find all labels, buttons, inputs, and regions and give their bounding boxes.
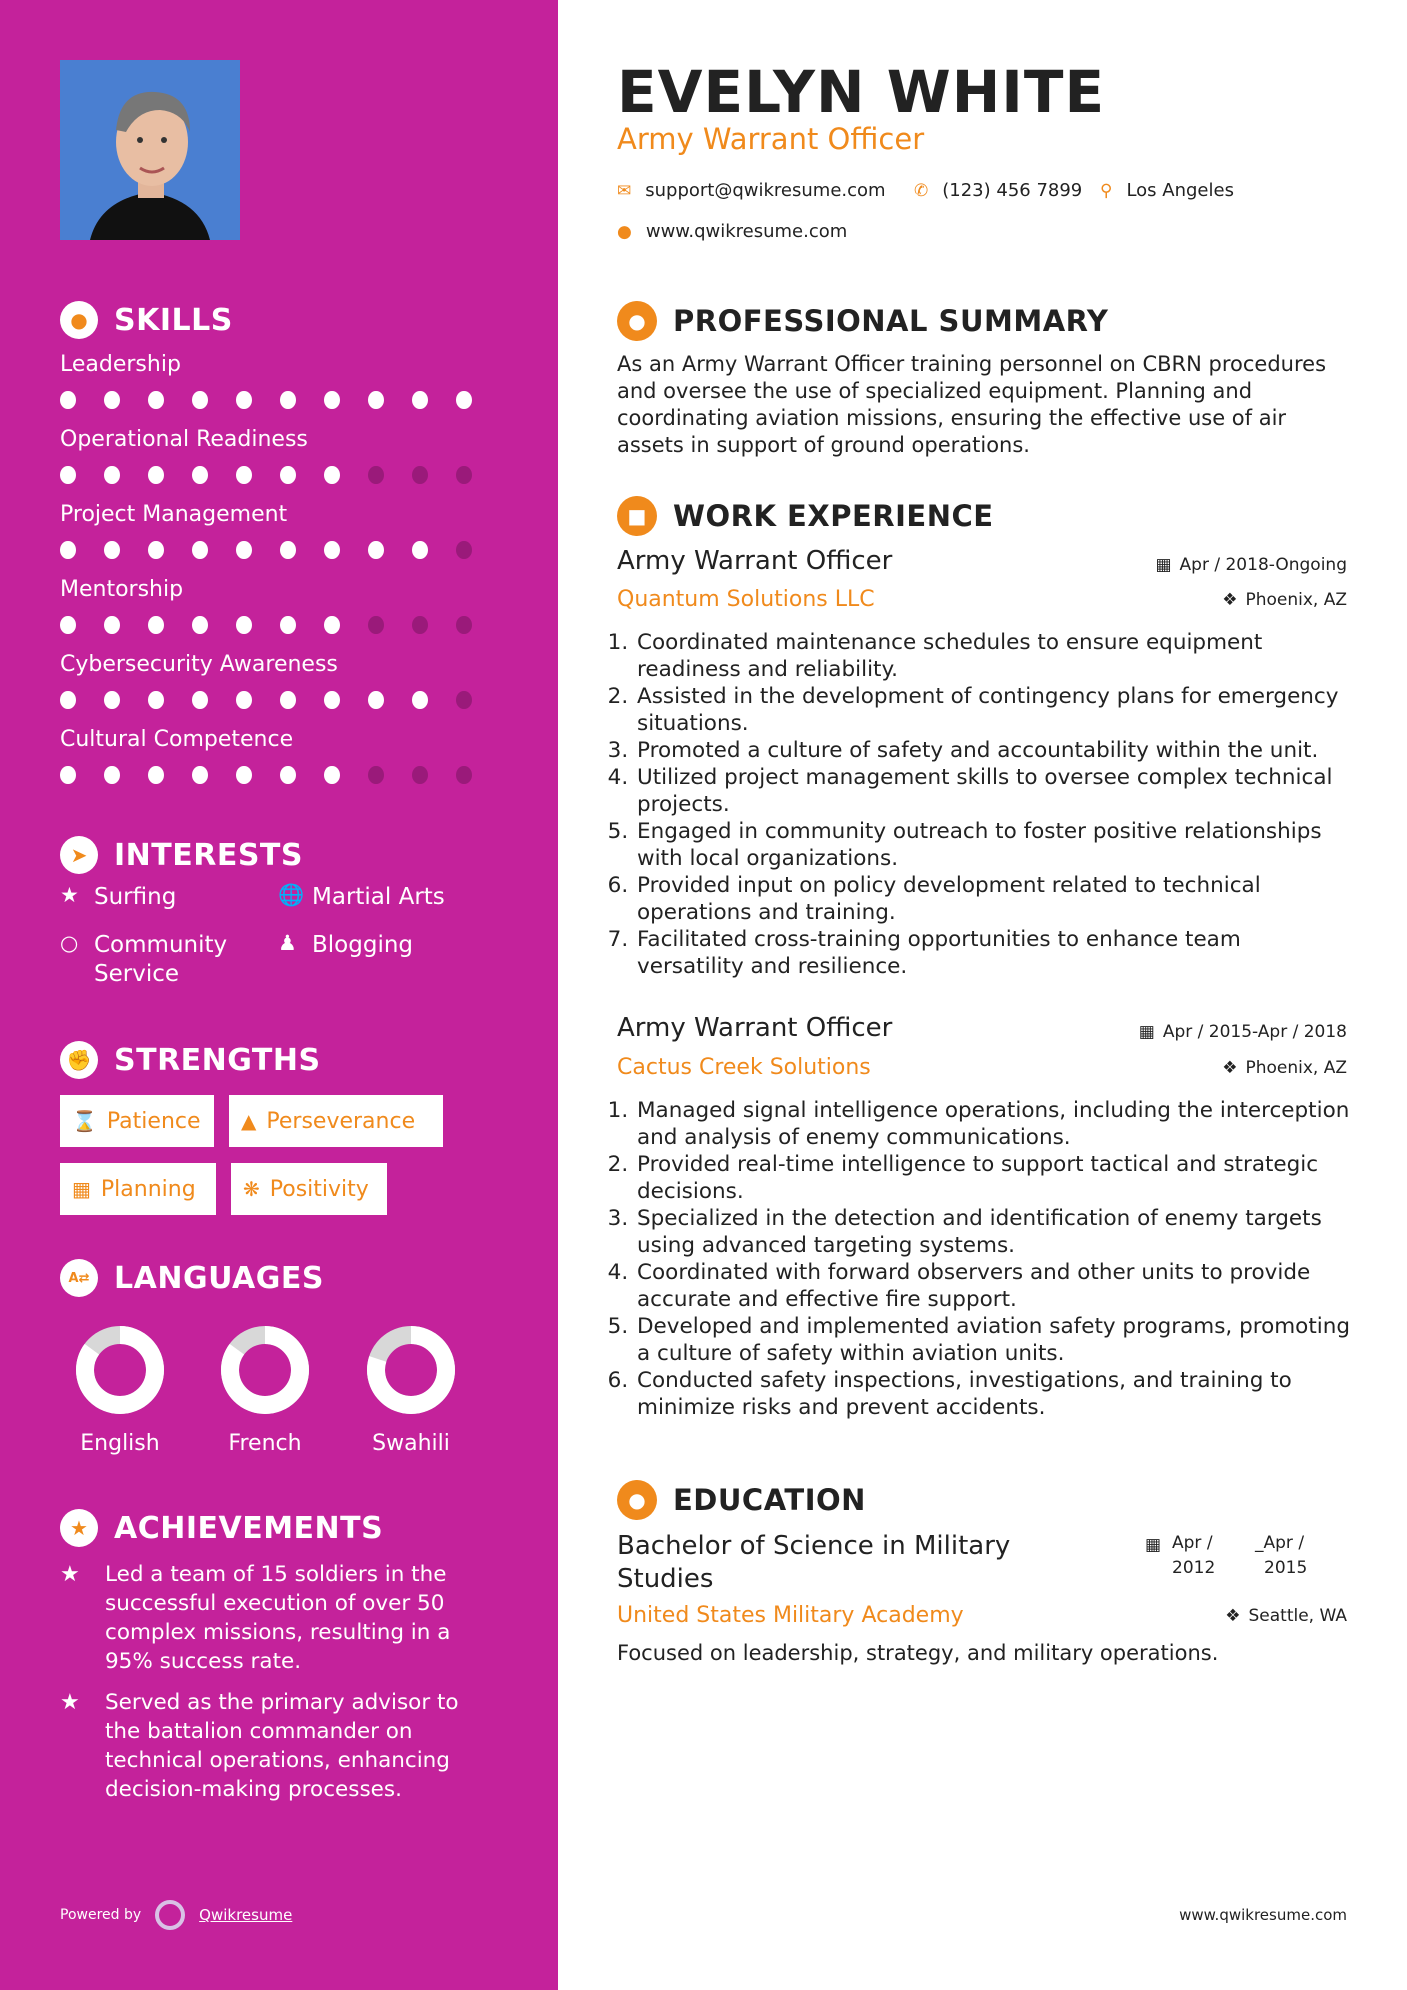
envelope-icon: ✉ xyxy=(617,180,632,201)
people-icon: ♟ xyxy=(278,931,297,955)
rating-dot-filled xyxy=(280,691,296,709)
footer-website[interactable]: www.qwikresume.com xyxy=(1179,1906,1347,1924)
duty-item: 6. Conducted safety inspections, investigations, and training to minimize risks and prevent accidents. xyxy=(635,1367,1353,1421)
phone-icon: ✆ xyxy=(914,180,929,201)
briefcase-icon: ■ xyxy=(617,496,657,536)
rating-dot-filled xyxy=(104,616,120,634)
rating-dot-filled xyxy=(412,391,428,409)
rating-dot-filled xyxy=(60,691,76,709)
interest-item: ○ Community Service xyxy=(60,931,228,987)
rating-dot-filled xyxy=(324,391,340,409)
rating-dot-filled xyxy=(324,766,340,784)
interests-heading: ➤ INTERESTS xyxy=(60,836,303,874)
education-end-date: _Apr / 2015 xyxy=(1255,1533,1308,1578)
rating-dot-filled xyxy=(148,766,164,784)
job-title: Army Warrant Officer xyxy=(617,546,893,576)
rating-dot-filled xyxy=(148,616,164,634)
skill-rating xyxy=(60,766,500,784)
job-dates: ▦ Apr / 2018-Ongoing xyxy=(1155,555,1347,575)
language-name: French xyxy=(228,1431,302,1456)
rating-dot-filled xyxy=(104,691,120,709)
user-icon: ● xyxy=(617,301,657,341)
summary-text: As an Army Warrant Officer training personnel on CBRN procedures and oversee the use of specialized equipment. Planning and coordinating aviation missions, ensuring the effective use of air assets in support of ground operations. xyxy=(617,352,1327,457)
skill-rating xyxy=(60,466,500,484)
duty-item: 4. Coordinated with forward observers and other units to provide accurate and effective fire support. xyxy=(635,1259,1353,1313)
map-pin-icon: ⚲ xyxy=(1100,180,1113,201)
rating-dot-filled xyxy=(236,466,252,484)
qwikresume-logo-icon xyxy=(155,1900,185,1930)
skill-row xyxy=(60,727,500,784)
rating-dot-filled xyxy=(148,691,164,709)
job-location: ❖ Phoenix, AZ xyxy=(1222,590,1347,610)
rating-dot-empty xyxy=(456,541,472,559)
rating-dot-empty xyxy=(456,616,472,634)
duty-item: 1. Coordinated maintenance schedules to ensure equipment readiness and reliability. xyxy=(635,629,1353,683)
skill-row xyxy=(60,577,500,634)
skill-row xyxy=(60,352,500,409)
globe-icon: ● xyxy=(617,221,632,242)
brand-link[interactable]: Qwikresume xyxy=(199,1906,293,1924)
language-icon: A⇄ xyxy=(60,1259,98,1297)
profile-photo xyxy=(60,60,240,240)
pin-icon: ❖ xyxy=(1222,590,1238,610)
job-location: ❖ Phoenix, AZ xyxy=(1222,1058,1347,1078)
rating-dot-filled xyxy=(368,541,384,559)
skill-row xyxy=(60,502,500,559)
pin-icon: ❖ xyxy=(1222,1058,1238,1078)
rating-dot-filled xyxy=(148,391,164,409)
language-donut xyxy=(220,1325,310,1415)
duty-item: 2. Assisted in the development of contingency plans for emergency situations. xyxy=(635,683,1353,737)
rating-dot-filled xyxy=(192,766,208,784)
rating-dot-filled xyxy=(324,616,340,634)
school-name: United States Military Academy xyxy=(617,1603,964,1628)
rating-dot-filled xyxy=(280,766,296,784)
rating-dot-filled xyxy=(104,541,120,559)
job-company: Quantum Solutions LLC xyxy=(617,587,875,612)
language-donut xyxy=(75,1325,165,1415)
language-item xyxy=(50,1325,190,1456)
interest-item: ★ Surfing xyxy=(60,883,177,910)
strength-badge: ▲ Perseverance xyxy=(229,1095,443,1147)
duty-item: 1. Managed signal intelligence operations, including the interception and analysis of enemy communications. xyxy=(635,1097,1353,1151)
star-icon: ★ xyxy=(60,883,79,907)
language-donut xyxy=(366,1325,456,1415)
lightbulb-icon: ● xyxy=(60,301,98,339)
experience-heading: ■ WORK EXPERIENCE xyxy=(617,496,994,536)
calendar-icon: ▦ xyxy=(1145,1535,1162,1555)
contact-location: ⚲ Los Angeles xyxy=(1100,180,1234,201)
rating-dot-filled xyxy=(324,541,340,559)
rating-dot-filled xyxy=(236,691,252,709)
rating-dot-filled xyxy=(60,616,76,634)
skill-name: Project Management xyxy=(60,502,288,527)
education-description: Focused on leadership, strategy, and military operations. xyxy=(617,1641,1219,1665)
pin-icon: ❖ xyxy=(1225,1606,1241,1626)
strength-badge: ⌛ Patience xyxy=(60,1095,214,1147)
duty-item: 7. Facilitated cross-training opportunities to enhance team versatility and resilience. xyxy=(635,926,1353,980)
skill-name: Cybersecurity Awareness xyxy=(60,652,338,677)
rating-dot-filled xyxy=(456,391,472,409)
skill-name: Operational Readiness xyxy=(60,427,308,452)
education-heading: ● EDUCATION xyxy=(617,1480,866,1520)
rating-dot-filled xyxy=(280,466,296,484)
rating-dot-filled xyxy=(148,466,164,484)
shooting-star-icon: ★ xyxy=(60,1562,80,1587)
duty-item: 5. Developed and implemented aviation safety programs, promoting a culture of safety within aviation units. xyxy=(635,1313,1353,1367)
rating-dot-filled xyxy=(236,541,252,559)
skill-row xyxy=(60,652,500,709)
rating-dot-filled xyxy=(148,541,164,559)
achievement-item: ★ Led a team of 15 soldiers in the successful execution of over 50 complex missions, resulting in a 95% success rate. xyxy=(60,1562,451,1674)
candidate-title: Army Warrant Officer xyxy=(617,122,925,156)
skill-rating xyxy=(60,541,500,559)
road-icon: ▲ xyxy=(241,1109,257,1133)
rating-dot-filled xyxy=(104,391,120,409)
education-start-date: Apr / 2012 xyxy=(1172,1533,1216,1578)
rating-dot-filled xyxy=(236,616,252,634)
rating-dot-filled xyxy=(60,466,76,484)
degree-title: Bachelor of Science in Military Studies xyxy=(617,1531,1011,1594)
rating-dot-filled xyxy=(60,391,76,409)
rating-dot-empty xyxy=(368,766,384,784)
graduation-icon: ● xyxy=(617,1480,657,1520)
shooting-star-icon: ★ xyxy=(60,1690,80,1715)
rating-dot-empty xyxy=(412,616,428,634)
rating-dot-empty xyxy=(456,691,472,709)
strength-badge: ▦ Planning xyxy=(60,1163,216,1215)
duty-item: 6. Provided input on policy development related to technical operations and training. xyxy=(635,872,1353,926)
interest-item: ♟ Blogging xyxy=(278,931,414,958)
rating-dot-filled xyxy=(324,466,340,484)
skill-name: Leadership xyxy=(60,352,181,377)
rating-dot-empty xyxy=(456,766,472,784)
rating-dot-filled xyxy=(412,541,428,559)
strengths-heading: ✊ STRENGTHS xyxy=(60,1041,321,1079)
rating-dot-empty xyxy=(412,466,428,484)
hourglass-icon: ⌛ xyxy=(72,1109,97,1133)
languages-heading: A⇄ LANGUAGES xyxy=(60,1259,324,1297)
calendar-icon: ▦ xyxy=(1138,1022,1155,1042)
rating-dot-filled xyxy=(368,691,384,709)
job-title: Army Warrant Officer xyxy=(617,1013,893,1043)
duty-item: 3. Promoted a culture of safety and accountability within the unit. xyxy=(635,737,1353,764)
duty-item: 5. Engaged in community outreach to foster positive relationships with local organizations. xyxy=(635,818,1353,872)
strength-badge: ❋ Positivity xyxy=(231,1163,387,1215)
duty-item: 2. Provided real-time intelligence to support tactical and strategic decisions. xyxy=(635,1151,1353,1205)
contact-website[interactable]: ● www.qwikresume.com xyxy=(617,221,848,242)
duty-item: 4. Utilized project management skills to oversee complex technical projects. xyxy=(635,764,1353,818)
job-company: Cactus Creek Solutions xyxy=(617,1055,871,1080)
hand-icon: ○ xyxy=(60,931,79,955)
summary-heading: ● PROFESSIONAL SUMMARY xyxy=(617,301,1108,341)
rating-dot-filled xyxy=(192,391,208,409)
globe-icon: 🌐 xyxy=(278,883,305,907)
rating-dot-filled xyxy=(192,616,208,634)
interest-item: 🌐 Martial Arts xyxy=(278,883,445,910)
rating-dot-filled xyxy=(236,766,252,784)
star-badge-icon: ★ xyxy=(60,1509,98,1547)
rating-dot-filled xyxy=(104,466,120,484)
spinner-icon: ❋ xyxy=(243,1177,260,1201)
candidate-name: EVELYN WHITE xyxy=(617,58,1106,126)
skill-rating xyxy=(60,391,500,409)
paper-plane-icon: ➤ xyxy=(60,836,98,874)
job-duties xyxy=(613,1097,1353,1421)
rating-dot-empty xyxy=(368,466,384,484)
rating-dot-filled xyxy=(192,541,208,559)
skill-name: Cultural Competence xyxy=(60,727,294,752)
rating-dot-filled xyxy=(60,766,76,784)
rating-dot-filled xyxy=(236,391,252,409)
skills-heading: ● SKILLS xyxy=(60,301,233,339)
rating-dot-filled xyxy=(192,691,208,709)
rating-dot-filled xyxy=(368,391,384,409)
calendar-icon: ▦ xyxy=(1155,555,1172,575)
education-location: ❖ Seattle, WA xyxy=(1225,1606,1347,1626)
rating-dot-filled xyxy=(280,616,296,634)
language-item xyxy=(341,1325,481,1456)
duty-item: 3. Specialized in the detection and identification of enemy targets using advanced targeting systems. xyxy=(635,1205,1353,1259)
language-item xyxy=(195,1325,335,1456)
rating-dot-filled xyxy=(324,691,340,709)
sidebar xyxy=(0,0,558,1990)
rating-dot-empty xyxy=(412,766,428,784)
rating-dot-filled xyxy=(192,466,208,484)
job-dates: ▦ Apr / 2015-Apr / 2018 xyxy=(1138,1022,1347,1042)
skill-rating xyxy=(60,691,500,709)
contact-phone[interactable]: ✆ (123) 456 7899 xyxy=(914,180,1083,201)
powered-by: Powered by Qwikresume xyxy=(60,1900,292,1930)
skill-row xyxy=(60,427,500,484)
rating-dot-filled xyxy=(412,691,428,709)
language-name: Swahili xyxy=(372,1431,450,1456)
rating-dot-filled xyxy=(104,766,120,784)
rating-dot-filled xyxy=(280,391,296,409)
rating-dot-empty xyxy=(368,616,384,634)
skill-rating xyxy=(60,616,500,634)
achievement-item: ★ Served as the primary advisor to the battalion commander on technical operations, enhancing decision-making processes. xyxy=(60,1690,459,1802)
rating-dot-filled xyxy=(60,541,76,559)
achievements-heading: ★ ACHIEVEMENTS xyxy=(60,1509,383,1547)
rating-dot-empty xyxy=(456,466,472,484)
skill-name: Mentorship xyxy=(60,577,184,602)
job-duties xyxy=(613,629,1353,980)
calendar-icon: ▦ xyxy=(72,1177,91,1201)
rating-dot-filled xyxy=(280,541,296,559)
language-name: English xyxy=(80,1431,160,1456)
fist-icon: ✊ xyxy=(60,1041,98,1079)
contact-email[interactable]: ✉ support@qwikresume.com xyxy=(617,180,886,201)
